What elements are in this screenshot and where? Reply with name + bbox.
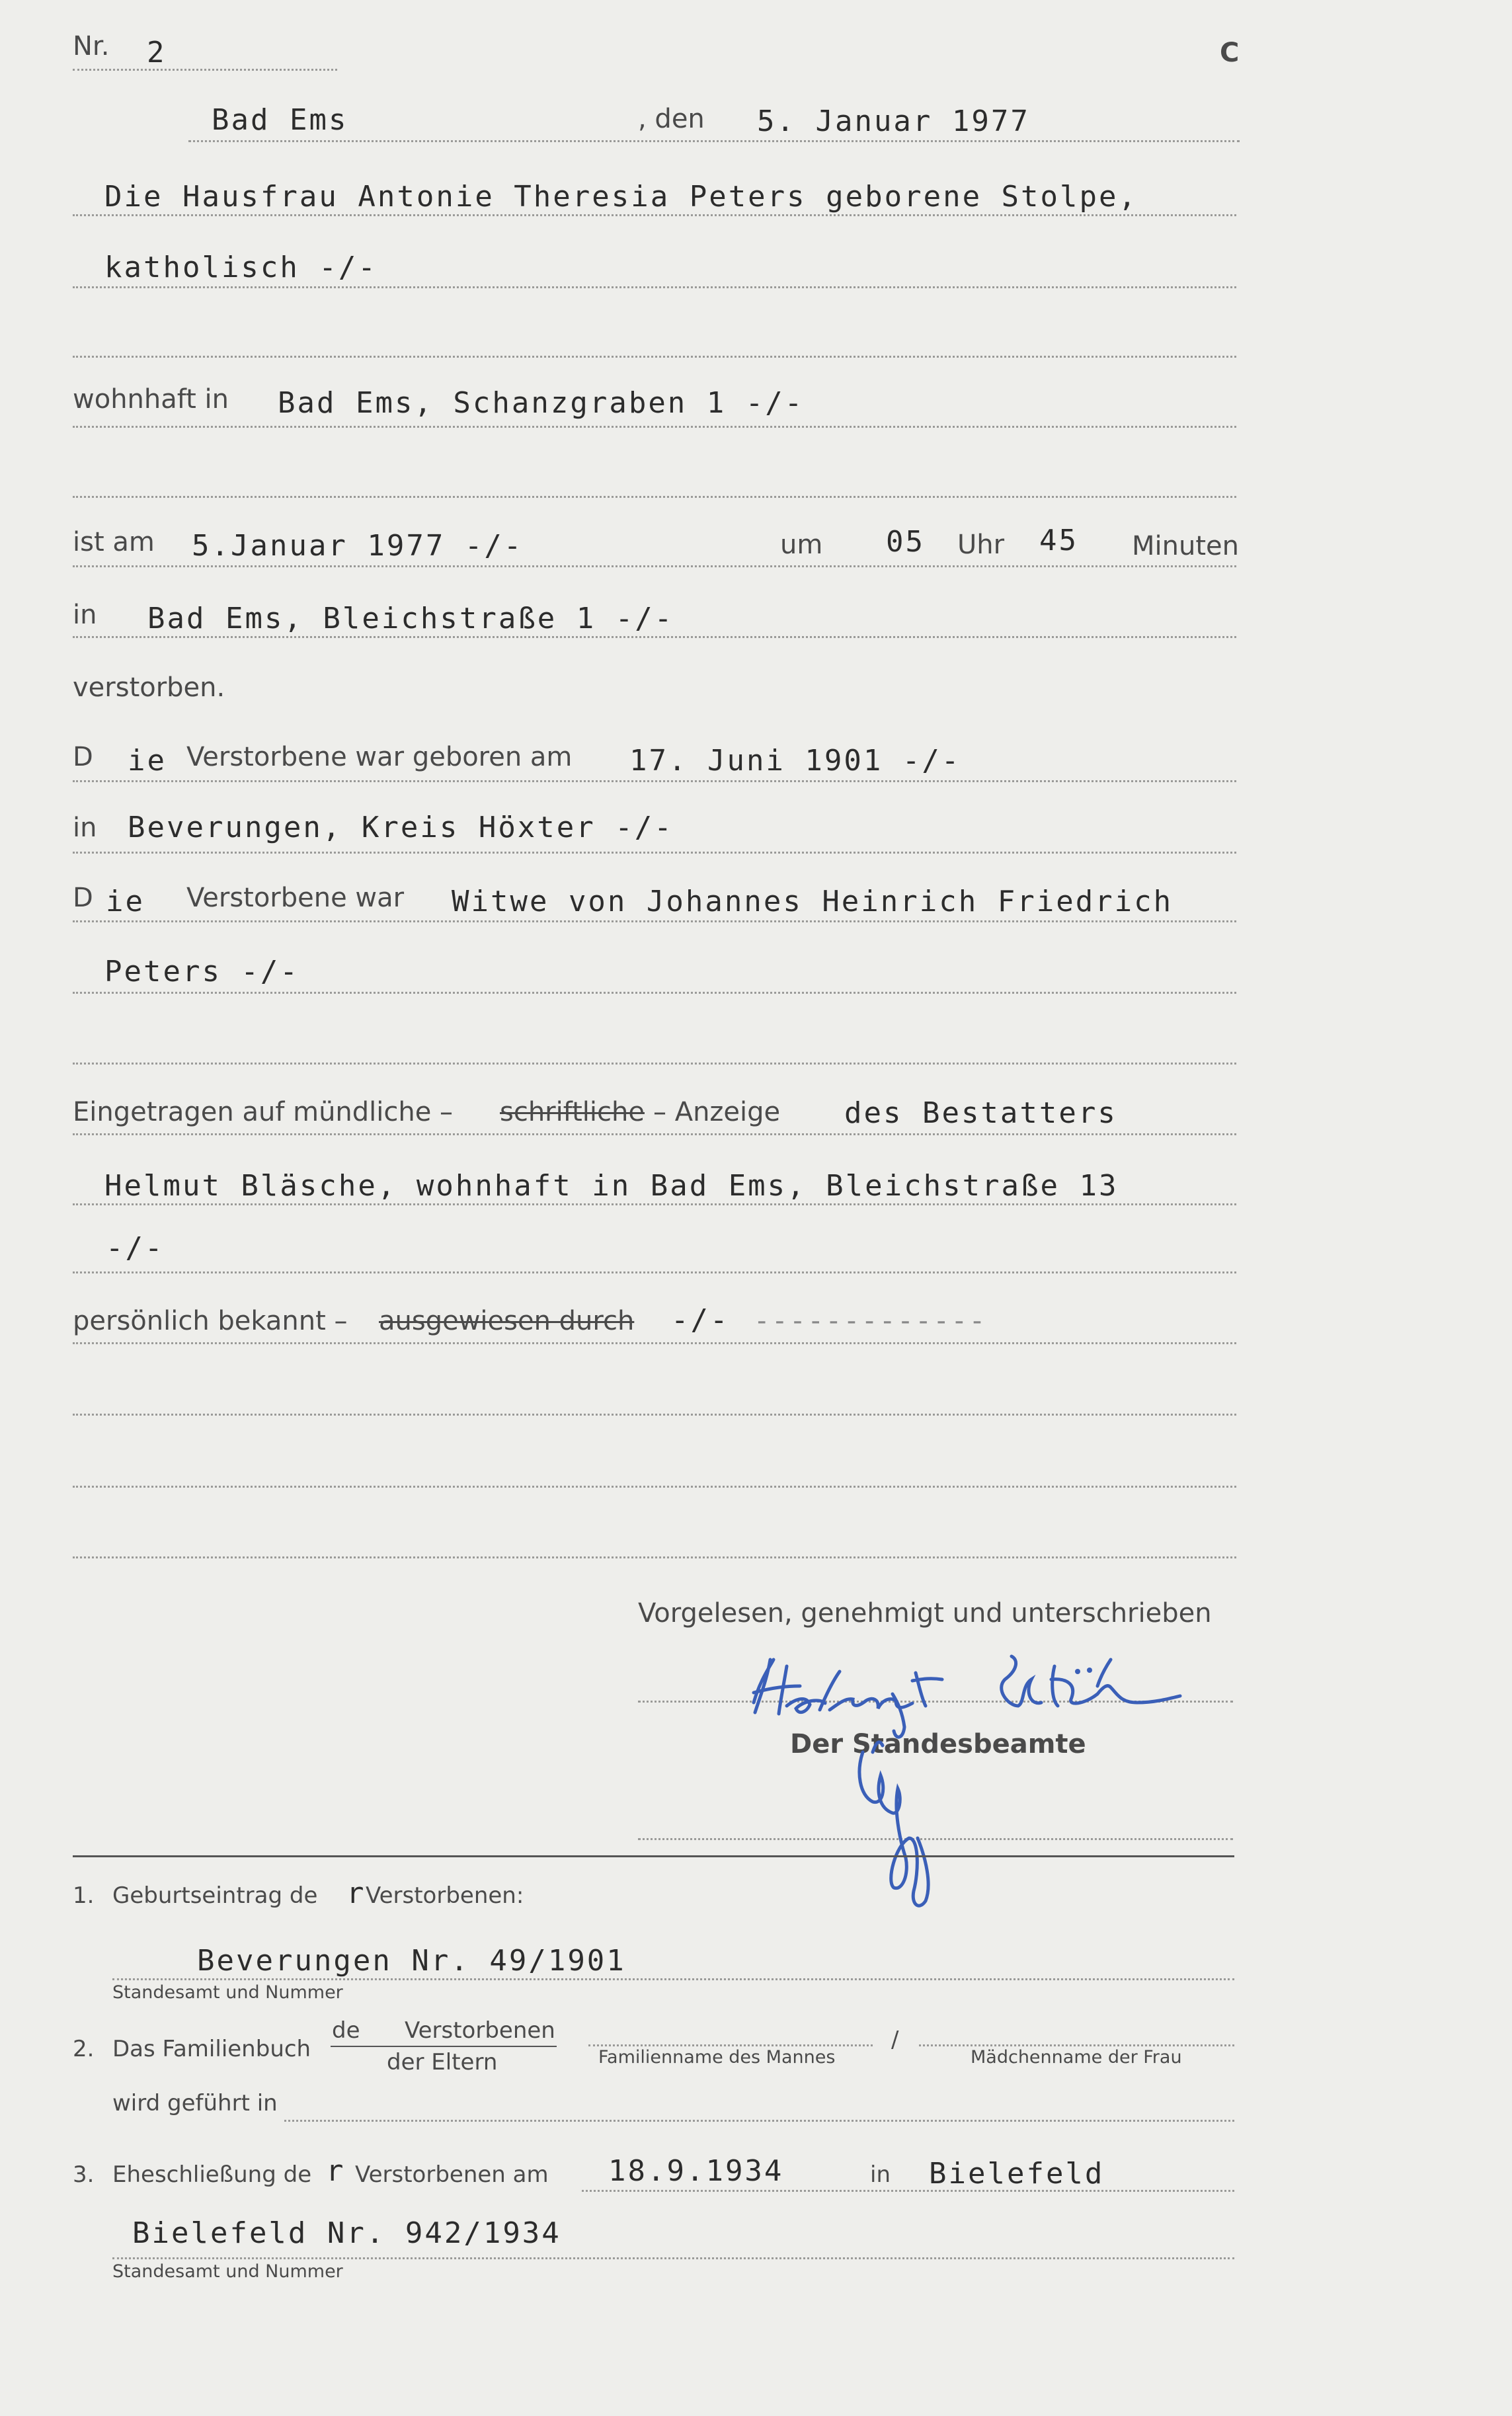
- report-label-struck: schriftliche: [500, 1097, 645, 1127]
- footer-item1-dotted-line: [112, 1978, 1234, 1980]
- footer-item2-slash: /: [891, 2027, 899, 2053]
- footer-item3-caption: Standesamt und Nummer: [112, 2261, 343, 2282]
- residence-value: Bad Ems, Schanzgraben 1 -/-: [278, 386, 805, 420]
- footer-item1-label-rest: Verstorbenen:: [366, 1882, 524, 1909]
- birth-label-d: D: [73, 742, 93, 772]
- birth-date-dotted-line: [73, 780, 1236, 782]
- registrar-signature: [740, 1640, 1203, 1944]
- footer-separator: [73, 1855, 1234, 1857]
- footer-item1-num: 1.: [73, 1882, 95, 1909]
- footer-item1-letter: r: [346, 1876, 366, 1910]
- date-value: 5. Januar 1977: [757, 104, 1030, 138]
- footer-item2-eltern: der Eltern: [387, 2049, 498, 2075]
- footer-item2-label: Das Familienbuch: [112, 2036, 311, 2062]
- person-line2: katholisch -/-: [104, 251, 378, 284]
- nr-dotted-line: [73, 69, 337, 71]
- footer-item3-place: Bielefeld: [929, 2157, 1105, 2191]
- person-line1: Die Hausfrau Antonie Theresia Peters geborene Stolpe,: [104, 180, 1138, 214]
- blank-dotted-line2: [73, 1486, 1236, 1488]
- footer-item2-caption-mann: Familienname des Mannes: [598, 2047, 836, 2068]
- official-title: Der Standesbeamte: [790, 1729, 1086, 1759]
- identity-label-struck: ausgewiesen durch: [379, 1306, 635, 1336]
- birth-date-value: 17. Juni 1901 -/-: [629, 744, 961, 778]
- death-in-label: in: [73, 600, 97, 630]
- uhr-label: Uhr: [957, 530, 1005, 560]
- status-line2: Peters -/-: [104, 955, 299, 988]
- footer-item2-mann-dotted-line: [588, 2044, 873, 2046]
- death-minutes-value: 45: [1039, 524, 1078, 557]
- birth-label-ie: ie: [128, 744, 167, 778]
- status-line1: Witwe von Johannes Heinrich Friedrich: [452, 885, 1174, 918]
- den-label: , den: [638, 104, 705, 134]
- residence-dotted-line: [73, 426, 1236, 428]
- identity-dashes: - - - - - - - - - - - - -: [757, 1306, 982, 1336]
- report-dotted-line1: [73, 1133, 1236, 1135]
- footer-item3-label: Eheschließung de: [112, 2161, 312, 2188]
- footer-item1-label: Geburtseintrag de: [112, 1882, 318, 1909]
- person-dotted-line3: [73, 356, 1236, 358]
- footer-item3-num: 3.: [73, 2161, 95, 2188]
- person-dotted-line2: [73, 286, 1236, 288]
- death-place-value: Bad Ems, Bleichstraße 1 -/-: [147, 602, 674, 635]
- blank-dotted-line3: [73, 1556, 1236, 1558]
- footer-item3-letter: r: [326, 2154, 346, 2188]
- report-dotted-line2: [73, 1203, 1236, 1205]
- um-label: um: [780, 530, 823, 560]
- report-value3: -/-: [106, 1231, 165, 1265]
- footer-item2-frau-dotted-line: [919, 2044, 1234, 2046]
- blank-dotted-line1: [73, 1414, 1236, 1416]
- status-label-ie: ie: [106, 885, 145, 918]
- death-time-dotted-line: [73, 565, 1236, 567]
- status-dotted-line2: [73, 992, 1236, 994]
- birth-label-rest: Verstorbene war geboren am: [186, 742, 573, 772]
- report-dotted-line3: [73, 1271, 1236, 1273]
- person-dotted-line1: [73, 214, 1236, 216]
- report-label-b: – Anzeige: [653, 1097, 781, 1127]
- footer-item2-fraction-line: [331, 2046, 557, 2047]
- footer-item2-verstorbenen: Verstorbenen: [405, 2017, 555, 2044]
- footer-item2-wird-dotted-line: [284, 2120, 1234, 2122]
- death-place-dotted-line: [73, 636, 1236, 638]
- footer-item2-num: 2.: [73, 2036, 95, 2062]
- minuten-label: Minuten: [1132, 531, 1239, 561]
- footer-item3-dotted-line: [582, 2190, 1234, 2192]
- verstorben-label: verstorben.: [73, 672, 225, 703]
- identity-dotted-line: [73, 1342, 1236, 1344]
- birth-place-dotted-line: [73, 852, 1236, 854]
- status-label-d: D: [73, 883, 93, 913]
- report-label-a: Eingetragen auf mündliche –: [73, 1097, 454, 1127]
- birth-in-label: in: [73, 813, 97, 843]
- place-value: Bad Ems: [212, 103, 348, 137]
- footer-item1-caption: Standesamt und Nummer: [112, 1982, 343, 2003]
- nr-label: Nr.: [73, 31, 110, 61]
- identity-label-a: persönlich bekannt –: [73, 1306, 348, 1336]
- birth-place-value: Beverungen, Kreis Höxter -/-: [128, 811, 674, 844]
- death-date-value: 5.Januar 1977 -/-: [192, 529, 524, 563]
- footer-item2-caption-frau: Mädchenname der Frau: [971, 2047, 1182, 2068]
- corner-letter: C: [1220, 38, 1240, 68]
- footer-item2-de: de: [332, 2017, 360, 2044]
- residence-label: wohnhaft in: [73, 384, 229, 415]
- footer-item3-label-rest: Verstorbenen am: [355, 2161, 549, 2188]
- death-hour-value: 05: [886, 525, 925, 559]
- footer-item3-value: Bielefeld Nr. 942/1934: [132, 2216, 561, 2250]
- status-dotted-line3: [73, 1063, 1236, 1065]
- residence-dotted-line2: [73, 496, 1236, 498]
- date-dotted-line: [188, 140, 1240, 142]
- status-label-rest: Verstorbene war: [186, 883, 405, 913]
- report-value1: des Bestatters: [844, 1096, 1117, 1130]
- footer-item3-date: 18.9.1934: [608, 2154, 784, 2188]
- read-approved-text: Vorgelesen, genehmigt und unterschrieben: [638, 1598, 1212, 1629]
- status-dotted-line1: [73, 920, 1236, 922]
- footer-item3-value-dotted-line: [112, 2257, 1234, 2259]
- footer-item1-value: Beverungen Nr. 49/1901: [197, 1944, 626, 1978]
- footer-item3-in: in: [870, 2161, 891, 2188]
- report-value2: Helmut Bläsche, wohnhaft in Bad Ems, Bleichstraße 13: [104, 1169, 1119, 1203]
- ist-am-label: ist am: [73, 527, 155, 557]
- footer-item2-wird: wird geführt in: [112, 2090, 278, 2116]
- nr-value: 2: [147, 36, 167, 69]
- identity-value: -/-: [671, 1303, 730, 1337]
